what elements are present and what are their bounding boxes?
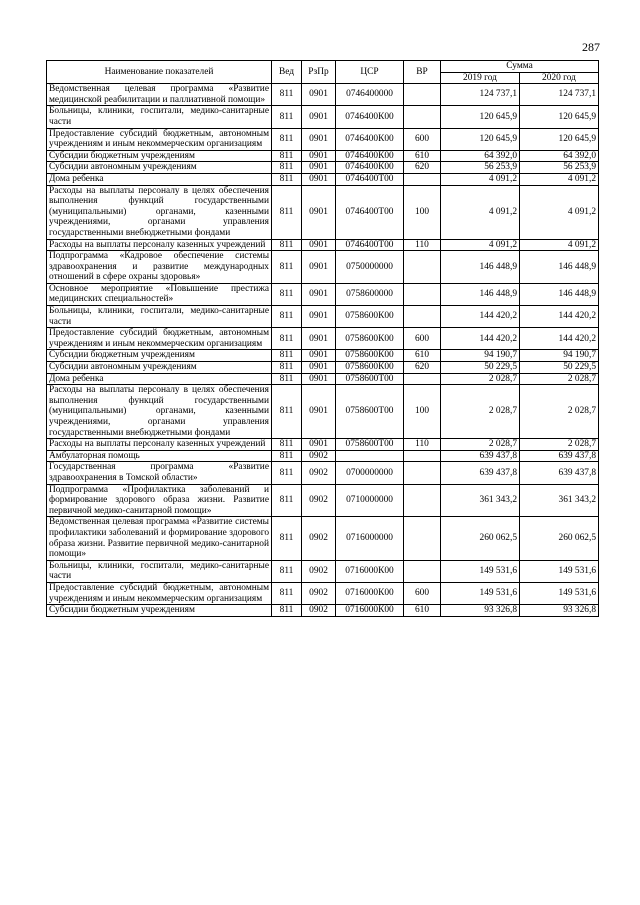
cell-vr: 600	[404, 582, 441, 604]
cell-2019: 4 091,2	[441, 185, 520, 239]
cell-csr: 0710000000	[336, 484, 404, 517]
cell-ved: 811	[272, 560, 302, 582]
table-row	[47, 350, 599, 362]
header-year-2020: 2020 год	[520, 72, 599, 84]
cell-csr: 0746400К00	[336, 106, 404, 128]
cell-ved: 811	[272, 328, 302, 350]
table-row	[47, 283, 599, 305]
header-ved: Вед	[272, 61, 302, 84]
table-row	[47, 150, 599, 162]
cell-vr: 600	[404, 128, 441, 150]
cell-ved: 811	[272, 283, 302, 305]
cell-vr	[404, 462, 441, 484]
header-name: Наименование показателей	[47, 61, 272, 84]
table-row	[47, 605, 599, 617]
cell-vr	[404, 560, 441, 582]
cell-2019: 149 531,6	[441, 560, 520, 582]
cell-name: Расходы на выплаты персоналу в целях обеспечения выполнения функций государственными (муниципальными) органами, казенными учреждениями, органами управления государственными внебюджетными фондами	[47, 385, 272, 439]
cell-vr: 100	[404, 385, 441, 439]
cell-csr: 0746400000	[336, 84, 404, 106]
cell-2020: 56 253,9	[520, 162, 599, 174]
cell-rzpr: 0901	[302, 385, 336, 439]
cell-csr: 0758600К00	[336, 306, 404, 328]
cell-vr	[404, 484, 441, 517]
cell-2020: 260 062,5	[520, 517, 599, 560]
cell-name: Субсидии автономным учреждениям	[47, 362, 272, 374]
cell-2019: 120 645,9	[441, 128, 520, 150]
cell-2019: 149 531,6	[441, 582, 520, 604]
cell-2019: 146 448,9	[441, 283, 520, 305]
cell-2020: 149 531,6	[520, 582, 599, 604]
cell-vr	[404, 84, 441, 106]
table-row	[47, 106, 599, 128]
cell-ved: 811	[272, 162, 302, 174]
cell-csr: 0700000000	[336, 462, 404, 484]
cell-2019: 93 326,8	[441, 605, 520, 617]
cell-name: Дома ребенка	[47, 173, 272, 185]
cell-2020: 4 091,2	[520, 185, 599, 239]
cell-2020: 144 420,2	[520, 328, 599, 350]
budget-table	[46, 60, 599, 617]
table-row	[47, 462, 599, 484]
cell-csr: 0758600Т00	[336, 385, 404, 439]
cell-ved: 811	[272, 306, 302, 328]
cell-2020: 146 448,9	[520, 283, 599, 305]
table-row	[47, 373, 599, 385]
cell-vr	[404, 450, 441, 462]
header-year-2019: 2019 год	[441, 72, 520, 84]
cell-ved: 811	[272, 84, 302, 106]
cell-rzpr: 0901	[302, 306, 336, 328]
cell-vr	[404, 306, 441, 328]
cell-csr	[336, 450, 404, 462]
cell-2020: 50 229,5	[520, 362, 599, 374]
cell-rzpr: 0901	[302, 185, 336, 239]
cell-csr: 0758600К00	[336, 362, 404, 374]
cell-vr	[404, 373, 441, 385]
table-body	[47, 84, 599, 617]
cell-2019: 4 091,2	[441, 173, 520, 185]
table-row	[47, 362, 599, 374]
cell-2020: 639 437,8	[520, 450, 599, 462]
cell-vr	[404, 283, 441, 305]
cell-ved: 811	[272, 462, 302, 484]
cell-2019: 260 062,5	[441, 517, 520, 560]
header-rzpr: РзПр	[302, 61, 336, 84]
cell-ved: 811	[272, 362, 302, 374]
cell-2020: 149 531,6	[520, 560, 599, 582]
cell-2019: 64 392,0	[441, 150, 520, 162]
cell-2019: 144 420,2	[441, 306, 520, 328]
table-row	[47, 128, 599, 150]
cell-2020: 4 091,2	[520, 239, 599, 251]
cell-ved: 811	[272, 150, 302, 162]
cell-csr: 0758600К00	[336, 350, 404, 362]
cell-2019: 124 737,1	[441, 84, 520, 106]
cell-2020: 94 190,7	[520, 350, 599, 362]
cell-vr	[404, 251, 441, 284]
cell-rzpr: 0901	[302, 373, 336, 385]
table-row	[47, 582, 599, 604]
cell-2020: 639 437,8	[520, 462, 599, 484]
cell-2020: 124 737,1	[520, 84, 599, 106]
cell-name: Предоставление субсидий бюджетным, автономным учреждениям и иным некоммерческим организациям	[47, 128, 272, 150]
cell-2019: 639 437,8	[441, 450, 520, 462]
table-row	[47, 450, 599, 462]
cell-2020: 120 645,9	[520, 106, 599, 128]
cell-2020: 64 392,0	[520, 150, 599, 162]
table-row	[47, 306, 599, 328]
cell-rzpr: 0902	[302, 450, 336, 462]
cell-ved: 811	[272, 173, 302, 185]
cell-rzpr: 0901	[302, 162, 336, 174]
table-row	[47, 251, 599, 284]
cell-rzpr: 0901	[302, 251, 336, 284]
table-row	[47, 328, 599, 350]
cell-2019: 361 343,2	[441, 484, 520, 517]
cell-name: Предоставление субсидий бюджетным, автономным учреждениям и иным некоммерческим организациям	[47, 582, 272, 604]
cell-csr: 0746400Т00	[336, 173, 404, 185]
cell-name: Подпрограмма «Профилактика заболеваний и формирование здорового образа жизни. Развитие первичной медико-санитарной помощи»	[47, 484, 272, 517]
table-header	[47, 61, 599, 84]
cell-ved: 811	[272, 439, 302, 451]
cell-2019: 4 091,2	[441, 239, 520, 251]
cell-2019: 2 028,7	[441, 439, 520, 451]
cell-name: Субсидии бюджетным учреждениям	[47, 150, 272, 162]
cell-ved: 811	[272, 350, 302, 362]
cell-ved: 811	[272, 373, 302, 385]
cell-name: Ведомственная целевая программа «Развитие медицинской реабилитации и паллиативной помощи»	[47, 84, 272, 106]
cell-rzpr: 0901	[302, 239, 336, 251]
cell-ved: 811	[272, 128, 302, 150]
cell-csr: 0746400К00	[336, 150, 404, 162]
cell-name: Расходы на выплаты персоналу казенных учреждений	[47, 439, 272, 451]
cell-2020: 2 028,7	[520, 439, 599, 451]
page-number: 287	[582, 40, 600, 54]
table-row	[47, 162, 599, 174]
cell-rzpr: 0901	[302, 439, 336, 451]
cell-ved: 811	[272, 582, 302, 604]
cell-name: Больницы, клиники, госпитали, медико-санитарные части	[47, 306, 272, 328]
cell-rzpr: 0901	[302, 150, 336, 162]
cell-rzpr: 0902	[302, 605, 336, 617]
table-row	[47, 517, 599, 560]
cell-vr: 620	[404, 362, 441, 374]
cell-rzpr: 0901	[302, 173, 336, 185]
cell-name: Дома ребенка	[47, 373, 272, 385]
cell-ved: 811	[272, 385, 302, 439]
cell-2020: 93 326,8	[520, 605, 599, 617]
cell-2019: 94 190,7	[441, 350, 520, 362]
cell-vr: 100	[404, 185, 441, 239]
cell-csr: 0758600000	[336, 283, 404, 305]
cell-2019: 2 028,7	[441, 373, 520, 385]
cell-name: Основное мероприятие «Повышение престижа медицинских специальностей»	[47, 283, 272, 305]
cell-csr: 0716000К00	[336, 605, 404, 617]
cell-rzpr: 0901	[302, 283, 336, 305]
cell-2020: 2 028,7	[520, 385, 599, 439]
table-row	[47, 560, 599, 582]
cell-ved: 811	[272, 239, 302, 251]
table-row	[47, 484, 599, 517]
cell-name: Субсидии бюджетным учреждениям	[47, 350, 272, 362]
cell-name: Расходы на выплаты персоналу в целях обеспечения выполнения функций государственными (муниципальными) органами, казенными учреждениями, органами управления государственными внебюджетными фондами	[47, 185, 272, 239]
cell-rzpr: 0901	[302, 362, 336, 374]
cell-rzpr: 0902	[302, 517, 336, 560]
cell-2020: 146 448,9	[520, 251, 599, 284]
cell-csr: 0758600Т00	[336, 439, 404, 451]
cell-name: Больницы, клиники, госпитали, медико-санитарные части	[47, 106, 272, 128]
cell-csr: 0758600К00	[336, 328, 404, 350]
cell-name: Государственная программа «Развитие здравоохранения в Томской области»	[47, 462, 272, 484]
cell-csr: 0716000К00	[336, 560, 404, 582]
cell-csr: 0746400К00	[336, 128, 404, 150]
cell-ved: 811	[272, 450, 302, 462]
cell-vr	[404, 517, 441, 560]
cell-vr: 110	[404, 439, 441, 451]
cell-rzpr: 0901	[302, 106, 336, 128]
cell-name: Больницы, клиники, госпитали, медико-санитарные части	[47, 560, 272, 582]
cell-2019: 146 448,9	[441, 251, 520, 284]
cell-name: Предоставление субсидий бюджетным, автономным учреждениям и иным некоммерческим организациям	[47, 328, 272, 350]
cell-rzpr: 0902	[302, 462, 336, 484]
cell-rzpr: 0901	[302, 328, 336, 350]
cell-2019: 639 437,8	[441, 462, 520, 484]
cell-rzpr: 0902	[302, 560, 336, 582]
table-row	[47, 185, 599, 239]
table-row	[47, 173, 599, 185]
cell-csr: 0750000000	[336, 251, 404, 284]
cell-ved: 811	[272, 484, 302, 517]
cell-2020: 361 343,2	[520, 484, 599, 517]
cell-name: Расходы на выплаты персоналу казенных учреждений	[47, 239, 272, 251]
cell-ved: 811	[272, 185, 302, 239]
cell-2020: 120 645,9	[520, 128, 599, 150]
cell-name: Амбулаторная помощь	[47, 450, 272, 462]
header-sum: Сумма	[441, 61, 599, 73]
cell-ved: 811	[272, 106, 302, 128]
table-row	[47, 439, 599, 451]
cell-2019: 2 028,7	[441, 385, 520, 439]
cell-vr	[404, 173, 441, 185]
cell-csr: 0746400К00	[336, 162, 404, 174]
cell-2020: 2 028,7	[520, 373, 599, 385]
table-row	[47, 385, 599, 439]
cell-name: Субсидии бюджетным учреждениям	[47, 605, 272, 617]
header-csr: ЦСР	[336, 61, 404, 84]
cell-vr: 600	[404, 328, 441, 350]
cell-rzpr: 0902	[302, 484, 336, 517]
cell-csr: 0716000К00	[336, 582, 404, 604]
cell-rzpr: 0901	[302, 84, 336, 106]
header-vr: ВР	[404, 61, 441, 84]
table-row	[47, 84, 599, 106]
cell-2019: 56 253,9	[441, 162, 520, 174]
cell-vr: 610	[404, 150, 441, 162]
cell-rzpr: 0901	[302, 350, 336, 362]
cell-2019: 144 420,2	[441, 328, 520, 350]
cell-ved: 811	[272, 605, 302, 617]
cell-rzpr: 0902	[302, 582, 336, 604]
cell-name: Подпрограмма «Кадровое обеспечение системы здравоохранения и развитие международных отношений в сфере охраны здоровья»	[47, 251, 272, 284]
cell-csr: 0758600Т00	[336, 373, 404, 385]
cell-vr: 110	[404, 239, 441, 251]
cell-vr: 620	[404, 162, 441, 174]
cell-name: Ведомственная целевая программа «Развитие системы профилактики заболеваний и формирование здорового образа жизни. Развитие первичной медико-санитарной помощи»	[47, 517, 272, 560]
cell-2019: 120 645,9	[441, 106, 520, 128]
cell-2019: 50 229,5	[441, 362, 520, 374]
cell-vr	[404, 106, 441, 128]
cell-vr: 610	[404, 350, 441, 362]
table-row	[47, 239, 599, 251]
cell-name: Субсидии автономным учреждениям	[47, 162, 272, 174]
cell-2020: 4 091,2	[520, 173, 599, 185]
cell-csr: 0746400Т00	[336, 239, 404, 251]
cell-csr: 0746400Т00	[336, 185, 404, 239]
cell-ved: 811	[272, 517, 302, 560]
cell-csr: 0716000000	[336, 517, 404, 560]
cell-ved: 811	[272, 251, 302, 284]
cell-2020: 144 420,2	[520, 306, 599, 328]
cell-rzpr: 0901	[302, 128, 336, 150]
cell-vr: 610	[404, 605, 441, 617]
